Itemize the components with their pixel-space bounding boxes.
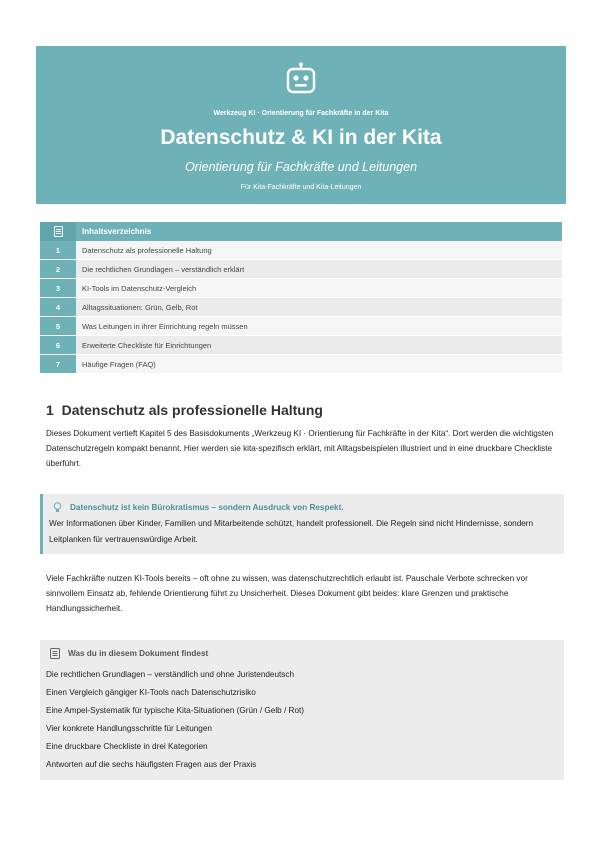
list-item: Einen Vergleich gängiger KI-Tools nach Datenschutzrisiko [46,688,256,697]
toc-label: Erweiterte Checkliste für Einrichtungen [76,336,562,354]
toc-number: 6 [40,336,76,354]
toc-number: 1 [40,241,76,259]
list-item: Eine Ampel-Systematik für typische Kita-Situationen (Grün / Gelb / Rot) [46,706,305,715]
toc-item[interactable] [40,336,562,355]
section-number: 1 [46,402,54,418]
callout-box [40,494,564,554]
toc-label: Häufige Fragen (FAQ) [76,355,562,373]
intro-paragraph: Dieses Dokument vertieft Kapitel 5 des Basisdokuments „Werkzeug KI · Orientierung für Fachkräfte in der Kita“. Dort werden die wichtigsten Datenschutzregeln kompakt benannt. Hier werden sie kita-spezifisch erklärt, mit Alltagsbeispielen illustriert und in eine druckbare Checkliste überführt. [46,429,554,468]
title-banner [36,46,566,204]
list-item: Antworten auf die sechs häufigsten Fragen aus der Praxis [46,760,257,769]
toc-label: Was Leitungen in ihrer Einrichtung regeln müssen [76,317,562,335]
toc-heading: Inhaltsverzeichnis [82,227,152,236]
toc-item[interactable] [40,317,562,336]
audience-line: Für Kita-Fachkräfte und Kita-Leitungen [240,184,362,191]
page-title: Datenschutz & KI in der Kita [160,126,442,149]
table-of-contents [40,222,562,374]
toc-header [40,222,562,241]
document-icon [40,222,76,241]
page-subtitle: Orientierung für Fachkräfte und Leitungen [184,160,418,174]
toc-number: 3 [40,279,76,297]
toc-label: Alltagssituationen: Grün, Gelb, Rot [76,298,562,316]
toc-item[interactable] [40,298,562,317]
toc-number: 5 [40,317,76,335]
summary-title-row [50,648,208,659]
list-item: Eine druckbare Checkliste in drei Kategorien [46,742,208,751]
summary-title: Was du in diesem Dokument findest [68,649,209,658]
toc-number: 4 [40,298,76,316]
contents-summary-box [40,640,564,780]
toc-label: Die rechtlichen Grundlagen – verständlich erklärt [76,260,562,278]
toc-label: Datenschutz als professionelle Haltung [76,241,562,259]
list-icon [50,648,60,659]
toc-item[interactable] [40,241,562,260]
banner-kicker: Werkzeug KI · Orientierung für Fachkräfte in der Kita [213,110,389,117]
list-item: Vier konkrete Handlungsschritte für Leitungen [46,724,212,733]
summary-list [46,666,304,774]
body-paragraph: Viele Fachkräfte nutzen KI-Tools bereits – oft ohne zu wissen, was datenschutzrechtlich erlaubt ist. Pauschale Verbote schrecken vor sinnvollem Einsatz ab, fehlende Orientierung führt zu Unsicherheit. Dieses Dokument gibt beides: klare Grenzen und praktische Handlungssicherheit. [46,574,528,613]
toc-number: 7 [40,355,76,373]
toc-item[interactable] [40,260,562,279]
lightbulb-icon [53,502,62,513]
robot-icon [284,62,318,96]
toc-item[interactable] [40,279,562,298]
section-title: Datenschutz als professionelle Haltung [61,402,323,418]
toc-number: 2 [40,260,76,278]
callout-body: Wer Informationen über Kinder, Familien und Mitarbeitende schützt, handelt professionell. Die Regeln sind nicht Hindernisse, sondern Leitplanken für vertrauenswürdige Arbeit. [49,519,534,544]
callout-title: Datenschutz ist kein Bürokratismus – sondern Ausdruck von Respekt. [70,503,344,512]
callout-title-row [53,502,344,513]
toc-label: KI-Tools im Datenschutz-Vergleich [76,279,562,297]
section-heading [46,402,323,418]
toc-item[interactable] [40,355,562,374]
list-item: Die rechtlichen Grundlagen – verständlich und ohne Juristendeutsch [46,670,295,679]
